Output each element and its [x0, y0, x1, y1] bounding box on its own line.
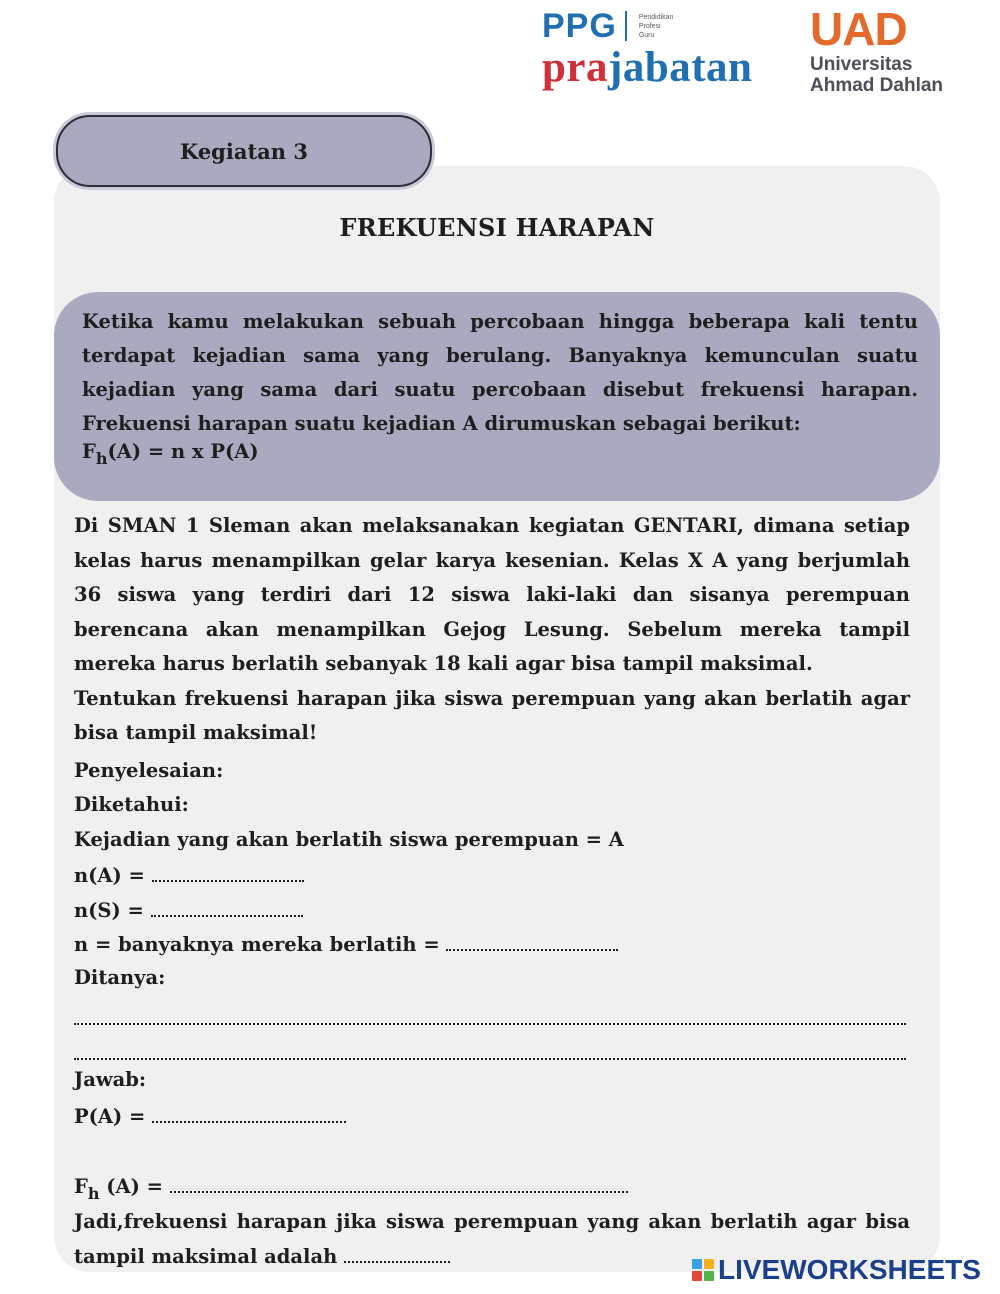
nS-input[interactable]	[151, 897, 303, 917]
page-title: FREKUENSI HARAPAN	[339, 213, 655, 242]
conclusion-text: Jadi,frekuensi harapan jika siswa perempuan yang akan berlatih agar bisa tampil maksimal adalah	[74, 1210, 910, 1268]
asked-input-line-1[interactable]	[74, 1009, 906, 1025]
nA-label: n(A) =	[74, 864, 152, 887]
conclusion-input[interactable]	[344, 1243, 450, 1263]
ppg-prajabatan-logo	[542, 8, 772, 98]
nS-label: n(S) =	[74, 899, 151, 922]
asked-input-line-2[interactable]	[74, 1044, 906, 1060]
uad-line1: Universitas	[810, 54, 913, 75]
uad-line2: Ahmad Dahlan	[810, 75, 944, 96]
ppg-subtitle: Pendidikan Profesi Guru	[638, 13, 674, 39]
fh-label: $F_h$ (A) =	[74, 1175, 170, 1203]
activity-tab	[56, 115, 432, 187]
problem-paragraph: Di SMAN 1 Sleman akan melaksanakan kegiatan GENTARI, dimana setiap kelas harus menampilkan gelar karya kesenian. Kelas X A yang berjumlah 36 siswa yang terdiri dari 12 siswa laki-laki dan sisanya perempuan berencana akan menampilkan Gejog Lesung. Sebelum mereka tampil mereka harus berlatih sebanyak 18 kali agar bisa tampil maksimal.	[74, 514, 910, 675]
nA-row	[74, 862, 304, 887]
ppg-divider	[625, 11, 627, 41]
pA-row	[74, 1103, 346, 1128]
nS-row	[74, 897, 303, 922]
n-row	[74, 931, 618, 956]
event-definition: Kejadian yang akan berlatih siswa perempuan = A	[74, 828, 624, 851]
n-label: n = banyaknya mereka berlatih =	[74, 933, 447, 956]
pA-input[interactable]	[152, 1103, 346, 1123]
solution-heading: Penyelesaian:	[74, 759, 224, 782]
problem-question: Tentukan frekuensi harapan jika siswa perempuan yang akan berlatih agar bisa tampil maksimal!	[74, 686, 910, 744]
n-input[interactable]	[446, 931, 618, 951]
problem-statement	[74, 509, 910, 751]
ppg-word: PPG	[542, 7, 617, 45]
definition-text: Ketika kamu melakukan sebuah percobaan hingga beberapa kali tentu terdapat kejadian sama yang berulang. Banyaknya kemunculan suatu kejadian yang sama dari suatu percobaan disebut frekuensi harapan. Frekuensi harapan suatu kejadian A dirumuskan sebagai berikut:	[82, 310, 918, 435]
asked-heading: Ditanya:	[74, 966, 166, 989]
uad-word: UAD	[810, 3, 907, 55]
liveworksheets-icon	[692, 1259, 714, 1281]
known-heading: Diketahui:	[74, 793, 189, 816]
fh-input[interactable]	[170, 1173, 628, 1193]
pA-label: P(A) =	[74, 1105, 153, 1128]
fh-row	[74, 1173, 628, 1203]
nA-input[interactable]	[152, 862, 304, 882]
liveworksheets-text: LIVEWORKSHEETS	[718, 1254, 981, 1285]
formula: $F_h(A) = n$ x P(A)	[82, 440, 259, 468]
liveworksheets-watermark	[692, 1254, 981, 1286]
uad-logo	[810, 4, 990, 96]
prajabatan-wordmark: prajabatan	[542, 44, 753, 91]
activity-tab-label: Kegiatan 3	[180, 138, 308, 164]
answer-heading: Jawab:	[74, 1068, 147, 1091]
